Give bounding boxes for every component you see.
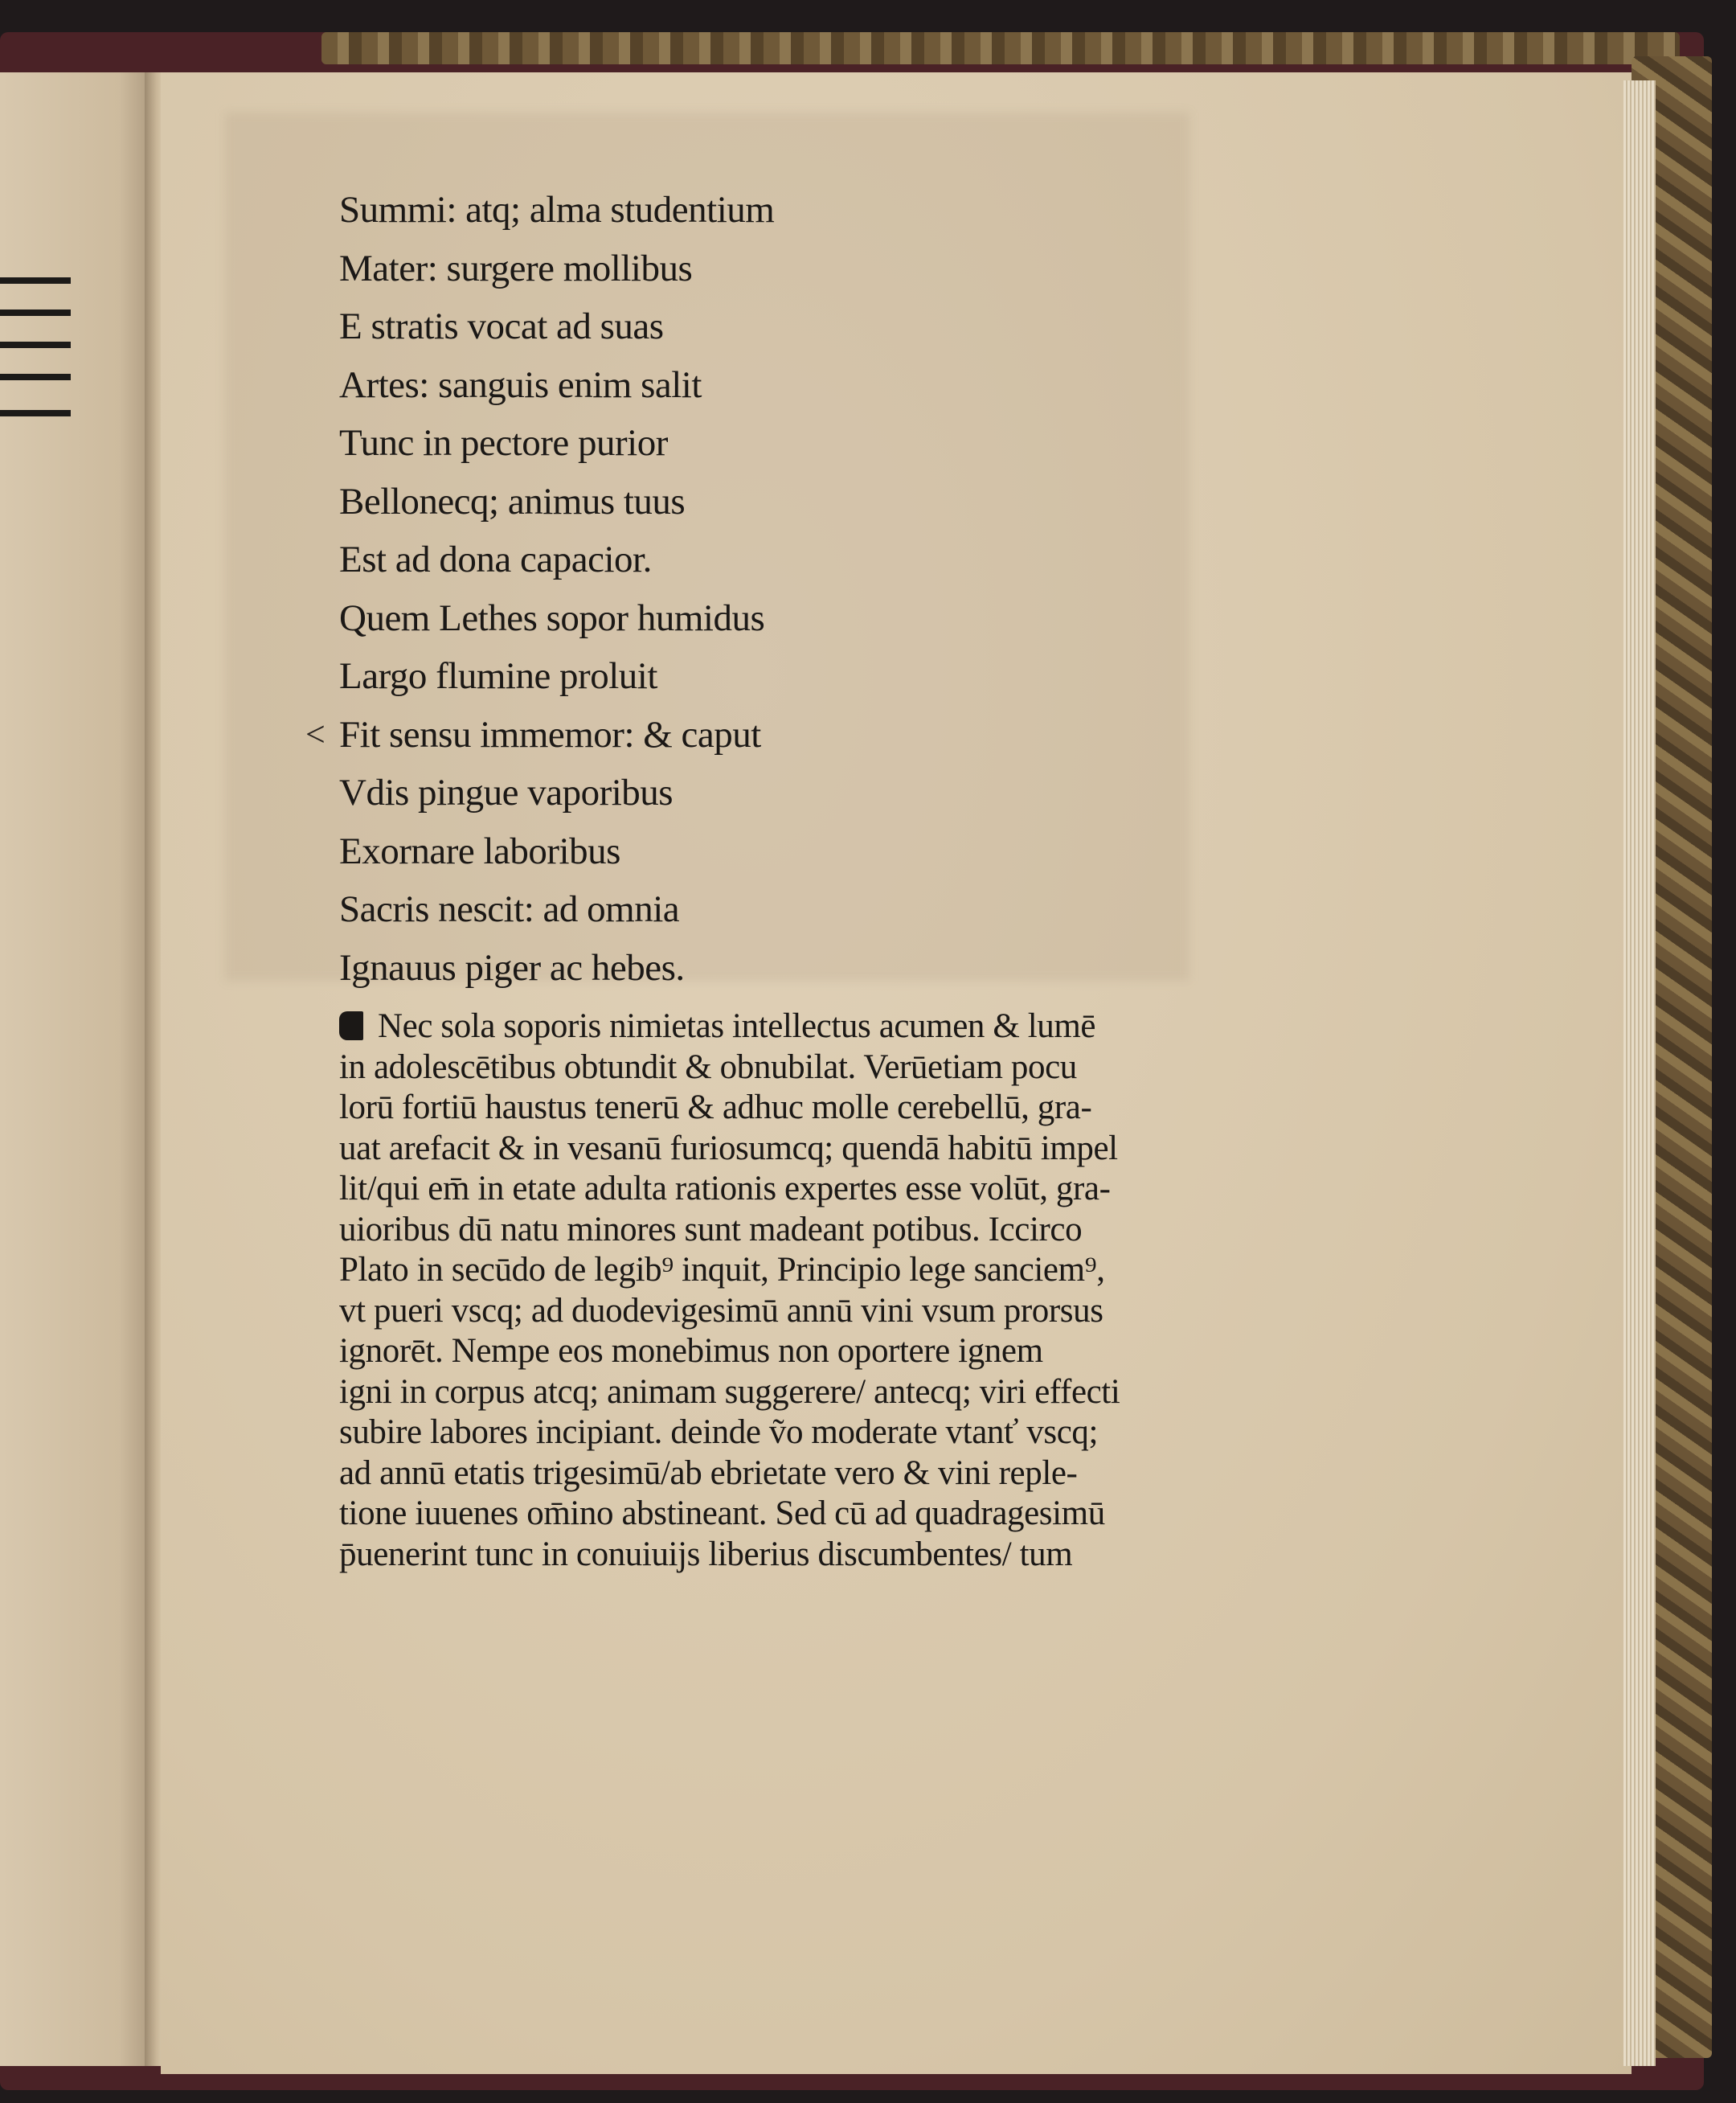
prose-line: ignorēt. Nempe eos monebimus non oportere ignem bbox=[339, 1332, 1043, 1370]
prose-block bbox=[339, 1006, 1203, 1575]
verse-line: Quem Lethes sopor humidus bbox=[339, 596, 765, 639]
left-page-text-edges bbox=[0, 277, 72, 422]
verse-line: Largo flumine proluit bbox=[339, 655, 657, 697]
page-block-edges bbox=[1623, 80, 1656, 2066]
prose-line: ad annū etatis trigesimū/ab ebrietate vero & vini reple- bbox=[339, 1453, 1078, 1492]
verse-line: Exornare laboribus bbox=[339, 830, 620, 872]
verse-line: Tunc in pectore purior bbox=[339, 422, 668, 464]
verse-line: Est ad dona capacior. bbox=[339, 539, 652, 580]
prose-line: igni in corpus atcq; animam suggerere/ antecq; viri effecti bbox=[339, 1372, 1120, 1411]
verse-line: Fit sensu immemor: & caput bbox=[339, 713, 761, 756]
margin-mark: < bbox=[305, 715, 326, 754]
pilcrow-icon bbox=[339, 1011, 363, 1040]
left-page bbox=[0, 72, 149, 2066]
prose-line: subire labores incipiant. deinde ṽo moderate vtanť vscq; bbox=[339, 1413, 1099, 1451]
verse-line: Mater: surgere mollibus bbox=[339, 247, 693, 289]
prose-line: lorū fortiū haustus tenerū & adhuc molle cerebellū, gra- bbox=[339, 1088, 1092, 1126]
prose-line: in adolescētibus obtundit & obnubilat. Verūetiam pocu bbox=[339, 1047, 1077, 1086]
prose-line: uioribus dū natu minores sunt madeant potibus. Iccirco bbox=[339, 1210, 1083, 1248]
prose-line: tione iuuenes om̄ino abstineant. Sed cū ad quadragesimū bbox=[339, 1494, 1105, 1532]
prose-line: Plato in secūdo de legib⁹ inquit, Principio lege sanciem⁹, bbox=[339, 1251, 1105, 1289]
prose-line: lit/qui em̄ in etate adulta rationis expertes esse volūt, gra- bbox=[339, 1170, 1111, 1207]
verse-line: Summi: atq; alma studentium bbox=[339, 189, 775, 231]
verse-line: Bellonecq; animus tuus bbox=[339, 480, 686, 523]
verse-line: Sacris nescit: ad omnia bbox=[339, 888, 680, 930]
prose-line-first bbox=[339, 1006, 1203, 1047]
verse-line: Artes: sanguis enim salit bbox=[339, 363, 702, 406]
prose-line: p̄uenerint tunc in conuiuijs liberius discumbentes/ tum bbox=[339, 1535, 1073, 1573]
prose-line: vt pueri vscq; ad duodevigesimū annū vini vsum prorsus bbox=[339, 1291, 1103, 1330]
prose-line-text: Nec sola soporis nimietas intellectus acumen & lumē bbox=[378, 1007, 1096, 1045]
verse-line: Ignauus piger ac hebes. bbox=[339, 946, 685, 989]
cover-edge-top bbox=[321, 32, 1680, 64]
verse-block bbox=[339, 181, 774, 997]
verse-line: Vdis pingue vaporibus bbox=[339, 772, 674, 814]
verse-line: E stratis vocat ad suas bbox=[339, 305, 664, 347]
prose-line: uat arefacit & in vesanū furiosumcq; quendā habitū impel bbox=[339, 1129, 1118, 1167]
